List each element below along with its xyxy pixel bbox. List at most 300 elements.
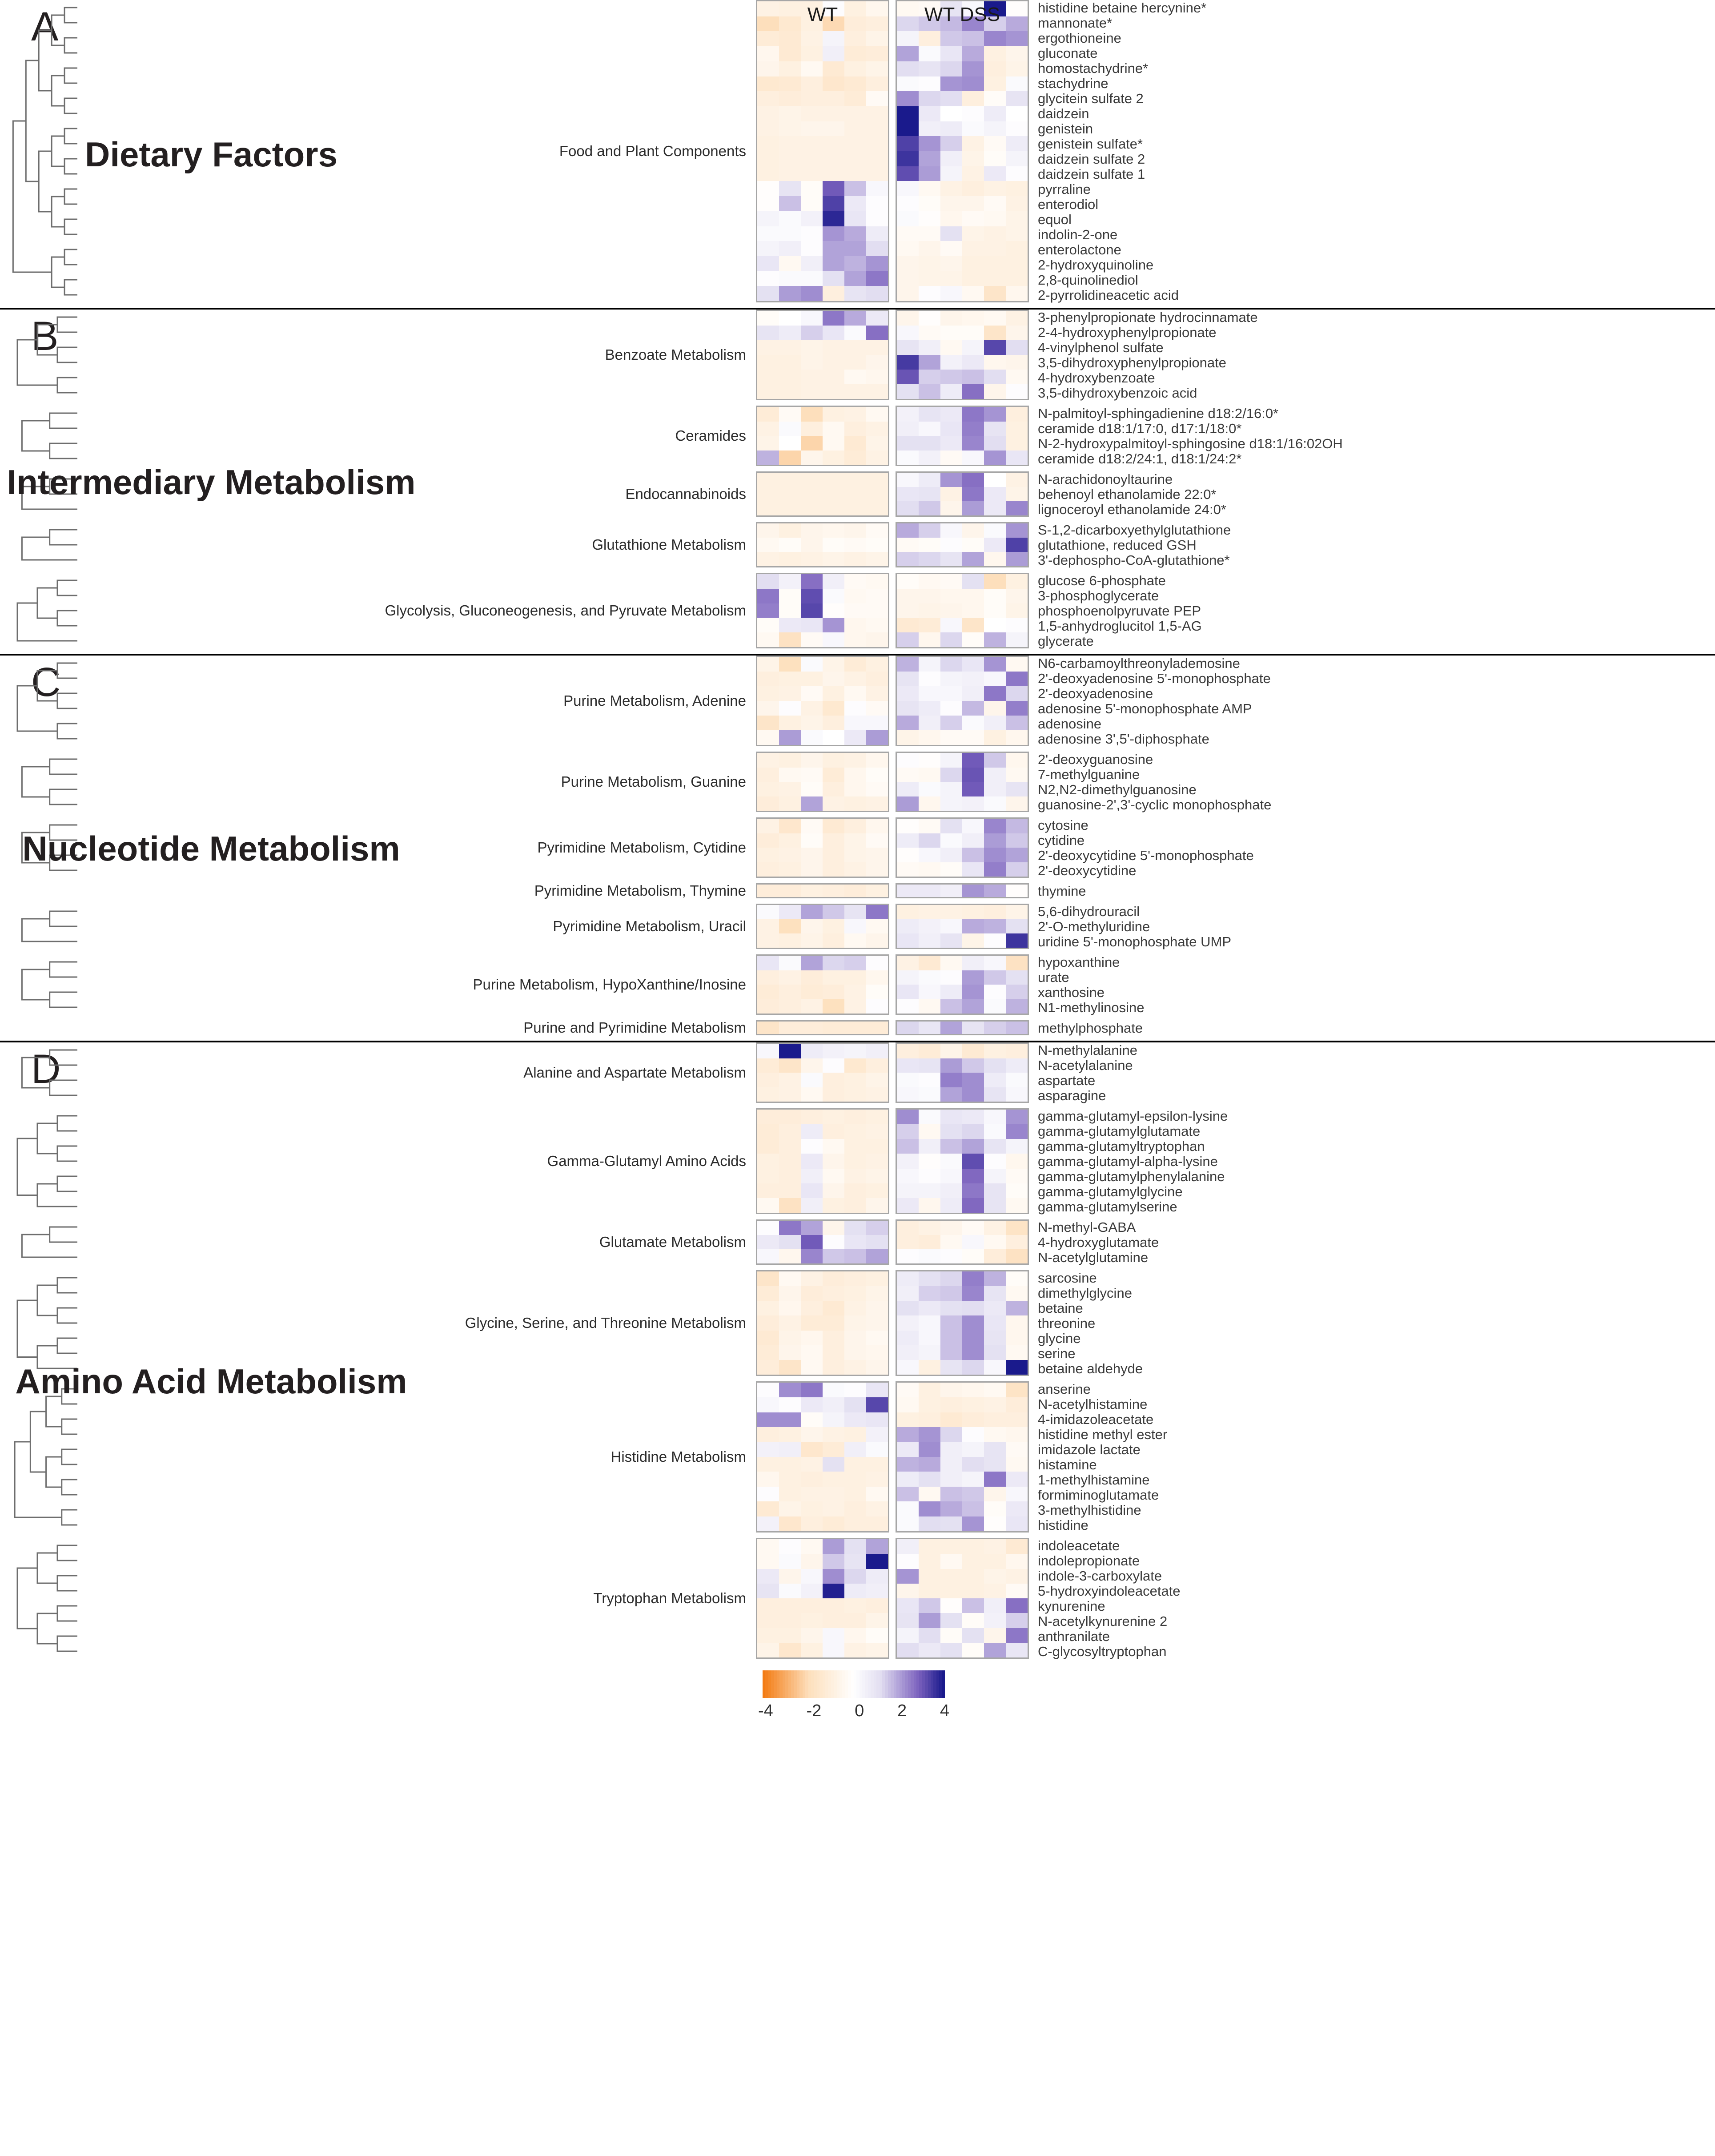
metabolite-label-list (1029, 883, 1715, 898)
heatmap-cell (779, 436, 801, 451)
metabolite-label: threonine (1038, 1315, 1096, 1331)
heatmap-cell (844, 46, 866, 61)
column-header-wt: WT (807, 4, 838, 25)
heatmap-cell (1006, 1271, 1028, 1286)
heatmap-cell (801, 657, 823, 672)
heatmap-cell (962, 61, 984, 76)
heatmap-cell (866, 1221, 888, 1235)
heatmap-cell (779, 782, 801, 796)
heatmap-cell (823, 1345, 844, 1360)
heatmap-cell (984, 407, 1006, 422)
heatmap-cell (801, 311, 823, 326)
heatmap-wt (756, 1219, 889, 1265)
heatmap-cell (779, 422, 801, 436)
heatmap-cell (801, 436, 823, 451)
heatmap-group (756, 1108, 1029, 1214)
heatmap-cell (779, 1457, 801, 1472)
heatmap-cell (940, 1221, 962, 1235)
heatmap-cell (1006, 574, 1028, 589)
heatmap-cell (823, 106, 844, 121)
heatmap-cell (897, 523, 919, 538)
heatmap-cell (962, 1598, 984, 1613)
heatmap-cell (1006, 451, 1028, 465)
heatmap-cell (1006, 1501, 1028, 1516)
heatmap-cell (823, 473, 844, 487)
heatmap-cell (919, 538, 940, 552)
heatmap-cell (962, 226, 984, 241)
metabolite-label: gluconate (1038, 45, 1098, 61)
metabolite-label: 2'-deoxyadenosine 5'-monophosphate (1038, 670, 1271, 686)
heatmap-cell (919, 1584, 940, 1598)
heatmap-cell (866, 905, 888, 919)
heatmap-cell (940, 1427, 962, 1442)
heatmap-cell (919, 1554, 940, 1569)
heatmap-cell (844, 589, 866, 603)
heatmap-cell (919, 61, 940, 76)
heatmap-cell (919, 618, 940, 632)
heatmap-cell (919, 436, 940, 451)
heatmap-cell (823, 1412, 844, 1427)
heatmap-cell (897, 1286, 919, 1301)
metabolite-label: indole-3-carboxylate (1038, 1568, 1162, 1584)
heatmap-cell (919, 1, 940, 16)
heatmap-cell (919, 384, 940, 399)
heatmap-wt-dss (896, 883, 1029, 898)
heatmap-group (756, 752, 1029, 812)
heatmap-cell (844, 657, 866, 672)
heatmap-cell (897, 1516, 919, 1531)
heatmap-cell (984, 1501, 1006, 1516)
heatmap-cell (897, 16, 919, 32)
heatmap-cell (984, 919, 1006, 933)
heatmap-cell (757, 1183, 779, 1198)
heatmap-cell (757, 91, 779, 106)
heatmap-cell (801, 196, 823, 211)
heatmap-cell (779, 1501, 801, 1516)
heatmap-cell (919, 166, 940, 181)
heatmap-cell (919, 326, 940, 340)
heatmap-cell (897, 701, 919, 716)
heatmap-cell (866, 523, 888, 538)
heatmap-cell (919, 970, 940, 985)
heatmap-cell (801, 370, 823, 384)
heatmap-cell (919, 1271, 940, 1286)
heatmap-cell (844, 1487, 866, 1501)
heatmap-cell (823, 1501, 844, 1516)
heatmap-cell (844, 1110, 866, 1124)
heatmap-cell (779, 370, 801, 384)
heatmap-cell (919, 1643, 940, 1657)
heatmap-wt (756, 1381, 889, 1533)
heatmap-cell (1006, 166, 1028, 181)
heatmap-cell (757, 1412, 779, 1427)
heatmap-cell (940, 819, 962, 833)
heatmap-cell (919, 121, 940, 137)
heatmap-cell (984, 730, 1006, 745)
heatmap-cell (940, 1412, 962, 1427)
pathway-block (0, 310, 1715, 400)
heatmap-cell (897, 487, 919, 501)
heatmap-cell (866, 1124, 888, 1139)
heatmap-cell (779, 326, 801, 340)
heatmap-group (756, 1270, 1029, 1376)
heatmap-cell (984, 1154, 1006, 1168)
heatmap-cell (1006, 1613, 1028, 1628)
heatmap-cell (844, 933, 866, 948)
heatmap-cell (866, 1139, 888, 1154)
heatmap-cell (823, 311, 844, 326)
heatmap-cell (866, 473, 888, 487)
heatmap-cell (897, 985, 919, 999)
metabolite-label: N-methyl-GABA (1038, 1219, 1136, 1235)
heatmap-cell (897, 1124, 919, 1139)
heatmap-cell (757, 1598, 779, 1613)
heatmap-cell (940, 1613, 962, 1628)
heatmap-cell (962, 1643, 984, 1657)
heatmap-cell (897, 91, 919, 106)
heatmap-cell (940, 1457, 962, 1472)
heatmap-cell (801, 985, 823, 999)
heatmap-cell (866, 1643, 888, 1657)
heatmap-cell (823, 1472, 844, 1486)
heatmap-cell (801, 136, 823, 151)
heatmap-cell (984, 1383, 1006, 1397)
heatmap-cell (779, 1154, 801, 1168)
metabolite-label: C-glycosyltryptophan (1038, 1643, 1167, 1659)
heatmap-cell (1006, 632, 1028, 647)
heatmap-cell (779, 256, 801, 271)
heatmap-cell (1006, 1457, 1028, 1472)
heatmap-cell (757, 196, 779, 211)
metabolite-label-list (1029, 1538, 1715, 1659)
heatmap-cell (757, 701, 779, 716)
heatmap-cell (1006, 241, 1028, 256)
heatmap-cell (801, 796, 823, 811)
heatmap-cell (919, 487, 940, 501)
heatmap-cell (984, 657, 1006, 672)
heatmap-cell (801, 1331, 823, 1345)
heatmap-cell (757, 768, 779, 782)
pathway-label: Glutamate Metabolism (599, 1234, 746, 1251)
heatmap-group (756, 1219, 1029, 1265)
heatmap-cell (866, 1286, 888, 1301)
heatmap-cell (757, 1584, 779, 1598)
heatmap-cell (779, 166, 801, 181)
heatmap-cell (940, 1, 962, 16)
row-dendrogram (0, 310, 80, 400)
heatmap-cell (866, 1457, 888, 1472)
heatmap-cell (897, 1044, 919, 1058)
heatmap-cell (801, 1073, 823, 1087)
heatmap-cell (779, 1613, 801, 1628)
heatmap-cell (897, 1301, 919, 1315)
heatmap-cell (757, 603, 779, 618)
metabolite-label: 1,5-anhydroglucitol 1,5-AG (1038, 618, 1202, 634)
heatmap-cell (897, 1139, 919, 1154)
heatmap-cell (844, 1087, 866, 1102)
heatmap-cell (801, 473, 823, 487)
heatmap-cell (757, 181, 779, 196)
heatmap-cell (844, 407, 866, 422)
metabolite-label-list (1029, 310, 1715, 400)
metabolite-label-list (1029, 471, 1715, 517)
heatmap-cell (779, 1554, 801, 1569)
heatmap-cell (897, 340, 919, 355)
heatmap-cell (919, 1569, 940, 1584)
heatmap-cell (984, 848, 1006, 862)
heatmap-cell (1006, 753, 1028, 768)
heatmap-wt-dss (896, 471, 1029, 517)
metabolite-label: histidine (1038, 1517, 1088, 1533)
heatmap-cell (984, 311, 1006, 326)
heatmap-wt-dss (896, 1538, 1029, 1659)
heatmap-cell (919, 848, 940, 862)
heatmap-cell (823, 211, 844, 226)
heatmap-cell (801, 1124, 823, 1139)
heatmap-cell (984, 796, 1006, 811)
heatmap-cell (823, 782, 844, 796)
heatmap-cell (844, 716, 866, 730)
heatmap-cell (779, 1315, 801, 1330)
heatmap-cell (919, 256, 940, 271)
heatmap-cell (757, 730, 779, 745)
heatmap-cell (984, 1301, 1006, 1315)
heatmap-cell (757, 782, 779, 796)
metabolite-label-list (1029, 1219, 1715, 1265)
heatmap-cell (844, 782, 866, 796)
heatmap-cell (940, 1183, 962, 1198)
heatmap-cell (757, 985, 779, 999)
heatmap-cell (801, 16, 823, 32)
heatmap-cell (779, 76, 801, 92)
heatmap-cell (779, 121, 801, 137)
heatmap-cell (844, 1154, 866, 1168)
heatmap-cell (866, 701, 888, 716)
heatmap-cell (919, 1457, 940, 1472)
heatmap-cell (844, 1442, 866, 1457)
heatmap-cell (940, 1643, 962, 1657)
heatmap-cell (897, 589, 919, 603)
heatmap-cell (919, 523, 940, 538)
heatmap-cell (779, 181, 801, 196)
heatmap-cell (897, 46, 919, 61)
heatmap-cell (919, 1198, 940, 1213)
heatmap-cell (962, 753, 984, 768)
heatmap-cell (919, 370, 940, 384)
heatmap-cell (757, 1397, 779, 1412)
heatmap-cell (823, 523, 844, 538)
heatmap-cell (940, 1345, 962, 1360)
heatmap-cell (801, 1022, 823, 1034)
heatmap-cell (1006, 833, 1028, 848)
heatmap-cell (779, 271, 801, 286)
heatmap-wt-dss (896, 1108, 1029, 1214)
metabolite-label: 3'-dephospho-CoA-glutathione* (1038, 552, 1230, 568)
heatmap-cell (866, 16, 888, 32)
heatmap-cell (844, 701, 866, 716)
heatmap-cell (897, 1315, 919, 1330)
heatmap-cell (919, 271, 940, 286)
row-dendrogram (0, 1219, 80, 1265)
heatmap-cell (919, 1360, 940, 1375)
heatmap-cell (1006, 819, 1028, 833)
heatmap-cell (779, 1427, 801, 1442)
heatmap-cell (823, 241, 844, 256)
heatmap-cell (897, 166, 919, 181)
heatmap-cell (919, 1301, 940, 1315)
heatmap-cell (984, 956, 1006, 970)
metabolite-label: genistein (1038, 121, 1093, 137)
heatmap-cell (1006, 1412, 1028, 1427)
heatmap-cell (801, 819, 823, 833)
heatmap-cell (940, 1516, 962, 1531)
heatmap-cell (919, 1397, 940, 1412)
heatmap-cell (844, 905, 866, 919)
pathway-block (0, 522, 1715, 567)
heatmap-cell (1006, 1154, 1028, 1168)
heatmap-cell (940, 1198, 962, 1213)
heatmap-cell (823, 1516, 844, 1531)
heatmap-wt (756, 752, 889, 812)
heatmap-cell (897, 271, 919, 286)
panel-letter: C (31, 660, 61, 705)
heatmap-cell (823, 256, 844, 271)
metabolite-label-list (1029, 1108, 1715, 1214)
heatmap-cell (844, 31, 866, 46)
heatmap-cell (962, 16, 984, 32)
heatmap-cell (844, 384, 866, 399)
heatmap-cell (897, 833, 919, 848)
heatmap-cell (801, 632, 823, 647)
heatmap-cell (779, 819, 801, 833)
metabolite-label: anserine (1038, 1381, 1091, 1397)
heatmap-cell (1006, 1221, 1028, 1235)
heatmap-cell (779, 956, 801, 970)
heatmap-cell (940, 46, 962, 61)
heatmap-cell (919, 1383, 940, 1397)
heatmap-cell (866, 422, 888, 436)
heatmap-cell (801, 933, 823, 948)
heatmap-cell (844, 1169, 866, 1183)
heatmap-cell (897, 181, 919, 196)
heatmap-cell (779, 1183, 801, 1198)
heatmap-cell (779, 701, 801, 716)
heatmap-cell (844, 241, 866, 256)
heatmap-cell (897, 211, 919, 226)
heatmap-cell (779, 1331, 801, 1345)
heatmap-cell (1006, 370, 1028, 384)
heatmap-cell (823, 589, 844, 603)
heatmap-cell (801, 1360, 823, 1375)
heatmap-cell (757, 1501, 779, 1516)
heatmap-cell (984, 340, 1006, 355)
heatmap-cell (897, 885, 919, 897)
heatmap-cell (757, 61, 779, 76)
metabolite-label: guanosine-2',3'-cyclic monophosphate (1038, 796, 1272, 813)
heatmap-cell (844, 1383, 866, 1397)
heatmap-cell (984, 451, 1006, 465)
metabolite-label: phosphoenolpyruvate PEP (1038, 603, 1201, 619)
heatmap-cell (823, 1044, 844, 1058)
metabolite-label: ceramide d18:2/24:1, d18:1/24:2* (1038, 451, 1242, 467)
heatmap-cell (844, 256, 866, 271)
heatmap-cell (919, 151, 940, 166)
heatmap-cell (823, 862, 844, 877)
heatmap-cell (866, 768, 888, 782)
heatmap-wt-dss (896, 573, 1029, 648)
heatmap-cell (866, 956, 888, 970)
heatmap-cell (897, 1569, 919, 1584)
heatmap-cell (940, 370, 962, 384)
heatmap-cell (801, 1249, 823, 1263)
heatmap-wt (756, 406, 889, 466)
heatmap-cell (801, 1584, 823, 1598)
heatmap-cell (844, 1501, 866, 1516)
heatmap-cell (962, 523, 984, 538)
heatmap-cell (801, 716, 823, 730)
heatmap-cell (1006, 885, 1028, 897)
heatmap-cell (1006, 552, 1028, 566)
heatmap-cell (866, 286, 888, 301)
heatmap-cell (844, 1584, 866, 1598)
heatmap-cell (940, 422, 962, 436)
heatmap-cell (962, 311, 984, 326)
heatmap-cell (1006, 782, 1028, 796)
heatmap-cell (801, 1087, 823, 1102)
heatmap-cell (757, 501, 779, 515)
heatmap-cell (844, 61, 866, 76)
heatmap-cell (940, 1169, 962, 1183)
heatmap-cell (962, 211, 984, 226)
metabolite-label: glycitein sulfate 2 (1038, 90, 1144, 106)
heatmap-cell (962, 355, 984, 370)
heatmap-cell (919, 603, 940, 618)
heatmap-cell (897, 657, 919, 672)
heatmap-cell (919, 632, 940, 647)
pathway-block (0, 1108, 1715, 1214)
metabolite-label: daidzein (1038, 105, 1089, 121)
heatmap-cell (962, 1383, 984, 1397)
heatmap-cell (897, 574, 919, 589)
heatmap-cell (866, 1198, 888, 1213)
heatmap-cell (757, 16, 779, 32)
heatmap-cell (897, 603, 919, 618)
heatmap-cell (757, 862, 779, 877)
heatmap-cell (866, 151, 888, 166)
heatmap-cell (823, 121, 844, 137)
heatmap-cell (962, 848, 984, 862)
heatmap-cell (823, 151, 844, 166)
heatmap-cell (823, 166, 844, 181)
heatmap-cell (919, 672, 940, 686)
heatmap-cell (1006, 589, 1028, 603)
heatmap-cell (823, 196, 844, 211)
panel-title: Nucleotide Metabolism (22, 829, 400, 868)
heatmap-cell (823, 181, 844, 196)
heatmap-cell (823, 436, 844, 451)
heatmap-cell (919, 1315, 940, 1330)
heatmap-cell (940, 905, 962, 919)
heatmap-cell (779, 311, 801, 326)
heatmap-cell (823, 422, 844, 436)
heatmap-cell (1006, 384, 1028, 399)
legend-tick-label: 4 (940, 1701, 949, 1720)
heatmap-cell (919, 999, 940, 1014)
heatmap-cell (844, 1554, 866, 1569)
heatmap-cell (984, 782, 1006, 796)
heatmap-cell (1006, 1110, 1028, 1124)
heatmap-cell (757, 76, 779, 92)
